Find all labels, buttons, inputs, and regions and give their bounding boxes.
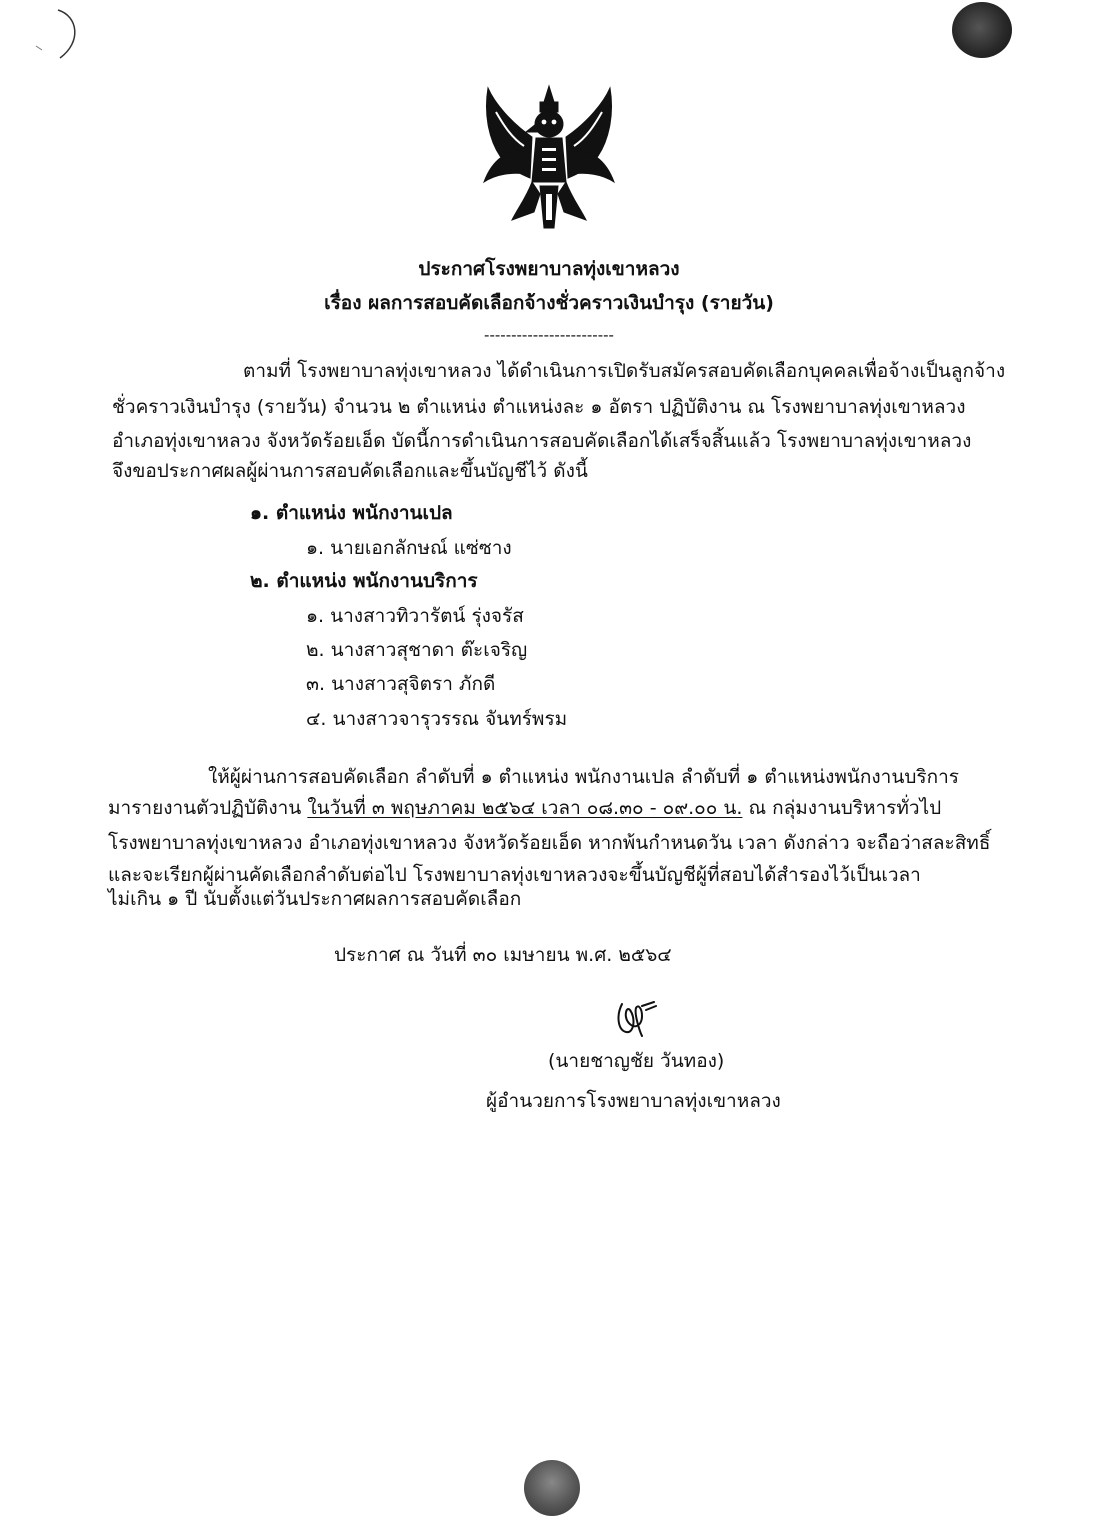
report-date-time: ในวันที่ ๓ พฤษภาคม ๒๕๖๔ เวลา ๐๘.๓๐ - ๐๙.๐๐ น.: [307, 797, 743, 819]
signatory-title: ผู้อำนวยการโรงพยาบาลทุ่งเขาหลวง: [486, 1090, 781, 1112]
scan-curve-artifact: [30, 6, 90, 64]
punch-hole-bottom: [524, 1460, 580, 1516]
title-separator: ------------------------: [484, 326, 614, 344]
position-heading-2: ๒. ตำแหน่ง พนักงานบริการ: [250, 570, 478, 592]
handwritten-signature-icon: [612, 996, 660, 1038]
punch-hole-top: [952, 2, 1012, 58]
candidate-list-item: ๔. นางสาวจารุวรรณ จันทร์พรม: [306, 708, 568, 730]
announcement-title: ประกาศโรงพยาบาลทุ่งเขาหลวง: [418, 258, 680, 280]
report-line-2-suffix: ณ กลุ่มงานบริหารทั่วไป: [742, 797, 942, 819]
candidate-list-item: ๒. นางสาวสุชาดา ต๊ะเจริญ: [306, 639, 528, 661]
announcement-subject: เรื่อง ผลการสอบคัดเลือกจ้างชั่วคราวเงินบำรุง (รายวัน): [324, 292, 774, 314]
report-line-4: และจะเรียกผู้ผ่านคัดเลือกลำดับต่อไป โรงพยาบาลทุ่งเขาหลวงจะขึ้นบัญชีผู้ที่สอบได้สำรองไว้เป็นเวลา: [108, 864, 921, 886]
report-line-2: [108, 795, 941, 821]
candidate-list-item: ๓. นางสาวสุจิตรา ภักดี: [306, 673, 496, 695]
announcement-date: ประกาศ ณ วันที่ ๓๐ เมษายน พ.ศ. ๒๕๖๔: [334, 944, 672, 966]
report-line-1: ให้ผู้ผ่านการสอบคัดเลือก ลำดับที่ ๑ ตำแหน่ง พนักงานเปล ลำดับที่ ๑ ตำแหน่งพนักงานบริการ: [208, 766, 959, 788]
position-heading-1: ๑. ตำแหน่ง พนักงานเปล: [250, 502, 453, 524]
intro-line-1: ตามที่ โรงพยาบาลทุ่งเขาหลวง ได้ดำเนินการเปิดรับสมัครสอบคัดเลือกบุคคลเพื่อจ้างเป็นลูกจ้าง: [243, 360, 1006, 382]
garuda-emblem-icon: [474, 82, 624, 232]
candidate-list-item: ๑. นายเอกลักษณ์ แซ่ซาง: [306, 537, 512, 559]
report-line-3: โรงพยาบาลทุ่งเขาหลวง อำเภอทุ่งเขาหลวง จังหวัดร้อยเอ็ด หากพ้นกำหนดวัน เวลา ดังกล่าว จะถือว่าสละสิทธิ์: [108, 832, 991, 854]
report-line-5: ไม่เกิน ๑ ปี นับตั้งแต่วันประกาศผลการสอบคัดเลือก: [108, 888, 522, 910]
intro-line-2: ชั่วคราวเงินบำรุง (รายวัน) จำนวน ๒ ตำแหน่ง ตำแหน่งละ ๑ อัตรา ปฏิบัติงาน ณ โรงพยาบาลทุ่งเขาหลวง: [112, 396, 966, 418]
signatory-name: (นายชาญชัย วันทอง): [548, 1050, 725, 1072]
intro-line-3: อำเภอทุ่งเขาหลวง จังหวัดร้อยเอ็ด บัดนี้การดำเนินการสอบคัดเลือกได้เสร็จสิ้นแล้ว โรงพยาบาลทุ่งเขาหลวง: [112, 430, 972, 452]
intro-line-4: จึงขอประกาศผลผู้ผ่านการสอบคัดเลือกและขึ้นบัญชีไว้ ดังนี้: [112, 460, 588, 482]
candidate-list-item: ๑. นางสาวทิวารัตน์ รุ่งจรัส: [306, 605, 524, 627]
report-line-2-prefix: มารายงานตัวปฏิบัติงาน: [108, 797, 308, 819]
